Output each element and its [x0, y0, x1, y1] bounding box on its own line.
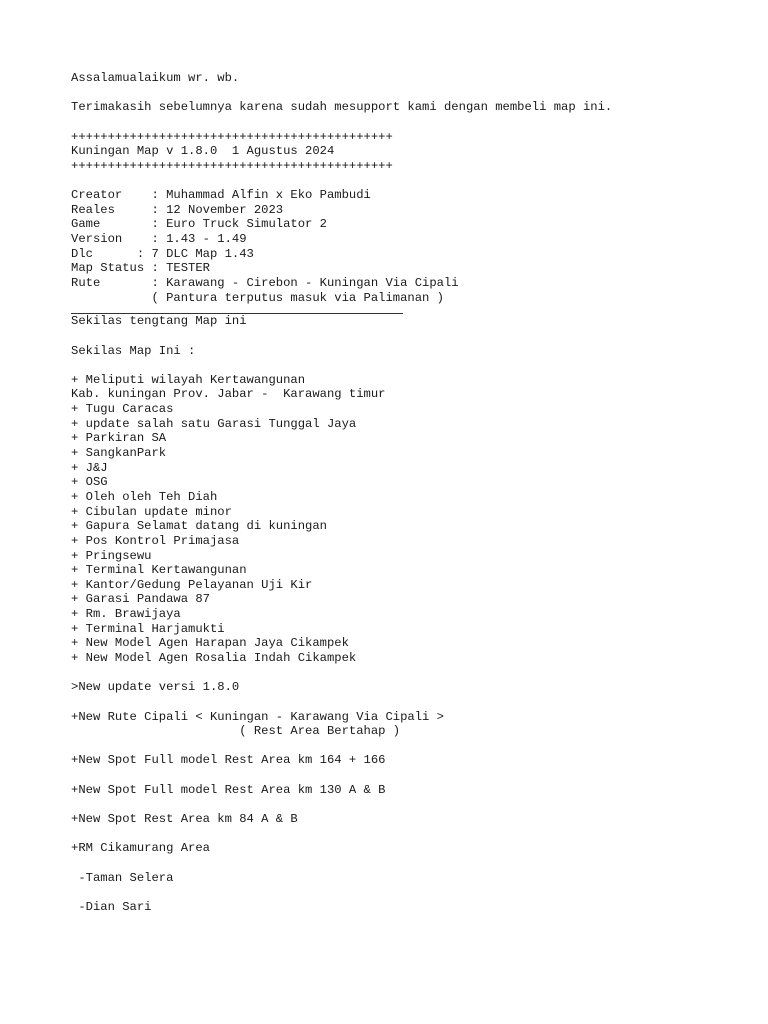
overview-heading: Sekilas tengtang Map ini: [71, 314, 247, 329]
list-item: + Cibulan update minor: [71, 504, 232, 519]
blank-line: [71, 86, 751, 101]
blank-line: [71, 797, 751, 812]
list-item: + Gapura Selamat datang di kuningan: [71, 519, 327, 534]
coverage-list: [71, 373, 751, 666]
blank-line: [71, 115, 751, 130]
info-version: Version : 1.43 - 1.49: [71, 232, 247, 247]
blank-line: [71, 885, 751, 900]
list-item: + Kantor/Gedung Pelayanan Uji Kir: [71, 577, 313, 592]
update-rm: +RM Cikamurang Area: [71, 841, 210, 856]
list-item: + SangkanPark: [71, 446, 167, 461]
info-route: Rute : Karawang - Cirebon - Kuningan Via Cipali: [71, 275, 459, 290]
blank-line: [71, 695, 751, 710]
map-title: Kuningan Map v 1.8.0 1 Agustus 2024: [71, 144, 335, 159]
blank-line: [71, 739, 751, 754]
list-item: + J&J: [71, 460, 108, 475]
info-dlc: Dlc : 7 DLC Map 1.43: [71, 246, 254, 261]
overview-subheading: Sekilas Map Ini :: [71, 343, 196, 358]
update-spot-3: +New Spot Rest Area km 84 A & B: [71, 812, 298, 827]
list-item: + Pringsewu: [71, 548, 152, 563]
list-item: + New Model Agen Rosalia Indah Cikampek: [71, 650, 357, 665]
info-game: Game : Euro Truck Simulator 2: [71, 217, 327, 232]
info-creator: Creator : Muhammad Alfin x Eko Pambudi: [71, 188, 371, 203]
blank-line: [71, 856, 751, 871]
blank-line: [71, 329, 751, 344]
update-spot-1: +New Spot Full model Rest Area km 164 + 166: [71, 753, 386, 768]
header-border-top: ++++++++++++++++++++++++++++++++++++++++++++: [71, 129, 393, 144]
update-route-note: ( Rest Area Bertahap ): [71, 724, 401, 739]
list-item: Kab. kuningan Prov. Jabar - Karawang timur: [71, 387, 386, 402]
list-item: + Oleh oleh Teh Diah: [71, 489, 218, 504]
greeting-line: Assalamualaikum wr. wb.: [71, 71, 240, 85]
blank-line: [71, 768, 751, 783]
info-route-note: ( Pantura terputus masuk via Palimanan ): [71, 290, 444, 305]
thanks-line: Terimakasih sebelumnya karena sudah mesupport kami dengan membeli map ini.: [71, 100, 613, 115]
header-border-bottom: ++++++++++++++++++++++++++++++++++++++++++++: [71, 158, 393, 173]
list-item: + New Model Agen Harapan Jaya Cikampek: [71, 636, 349, 651]
list-item: + Terminal Harjamukti: [71, 621, 225, 636]
update-spot-2: +New Spot Full model Rest Area km 130 A & B: [71, 782, 386, 797]
list-item: + Parkiran SA: [71, 431, 167, 446]
list-item: + Terminal Kertawangunan: [71, 563, 247, 578]
update-route: +New Rute Cipali < Kuningan - Karawang Via Cipali >: [71, 709, 444, 724]
document-page: [71, 71, 751, 915]
blank-line: [71, 666, 751, 681]
list-item: + Tugu Caracas: [71, 402, 174, 417]
list-item: + Meliputi wilayah Kertawangunan: [71, 372, 306, 387]
update-heading: >New update versi 1.8.0: [71, 680, 240, 695]
blank-line: [71, 173, 751, 188]
update-rm-item: -Taman Selera: [71, 870, 174, 885]
blank-line: [71, 358, 751, 373]
blank-line: [71, 827, 751, 842]
list-item: + OSG: [71, 475, 108, 490]
list-item: + Pos Kontrol Primajasa: [71, 533, 240, 548]
list-item: + Rm. Brawijaya: [71, 607, 181, 622]
list-item: + update salah satu Garasi Tunggal Jaya: [71, 416, 357, 431]
info-release: Reales : 12 November 2023: [71, 202, 284, 217]
list-item: + Garasi Pandawa 87: [71, 592, 210, 607]
info-status: Map Status : TESTER: [71, 261, 210, 276]
update-rm-item: -Dian Sari: [71, 899, 152, 914]
